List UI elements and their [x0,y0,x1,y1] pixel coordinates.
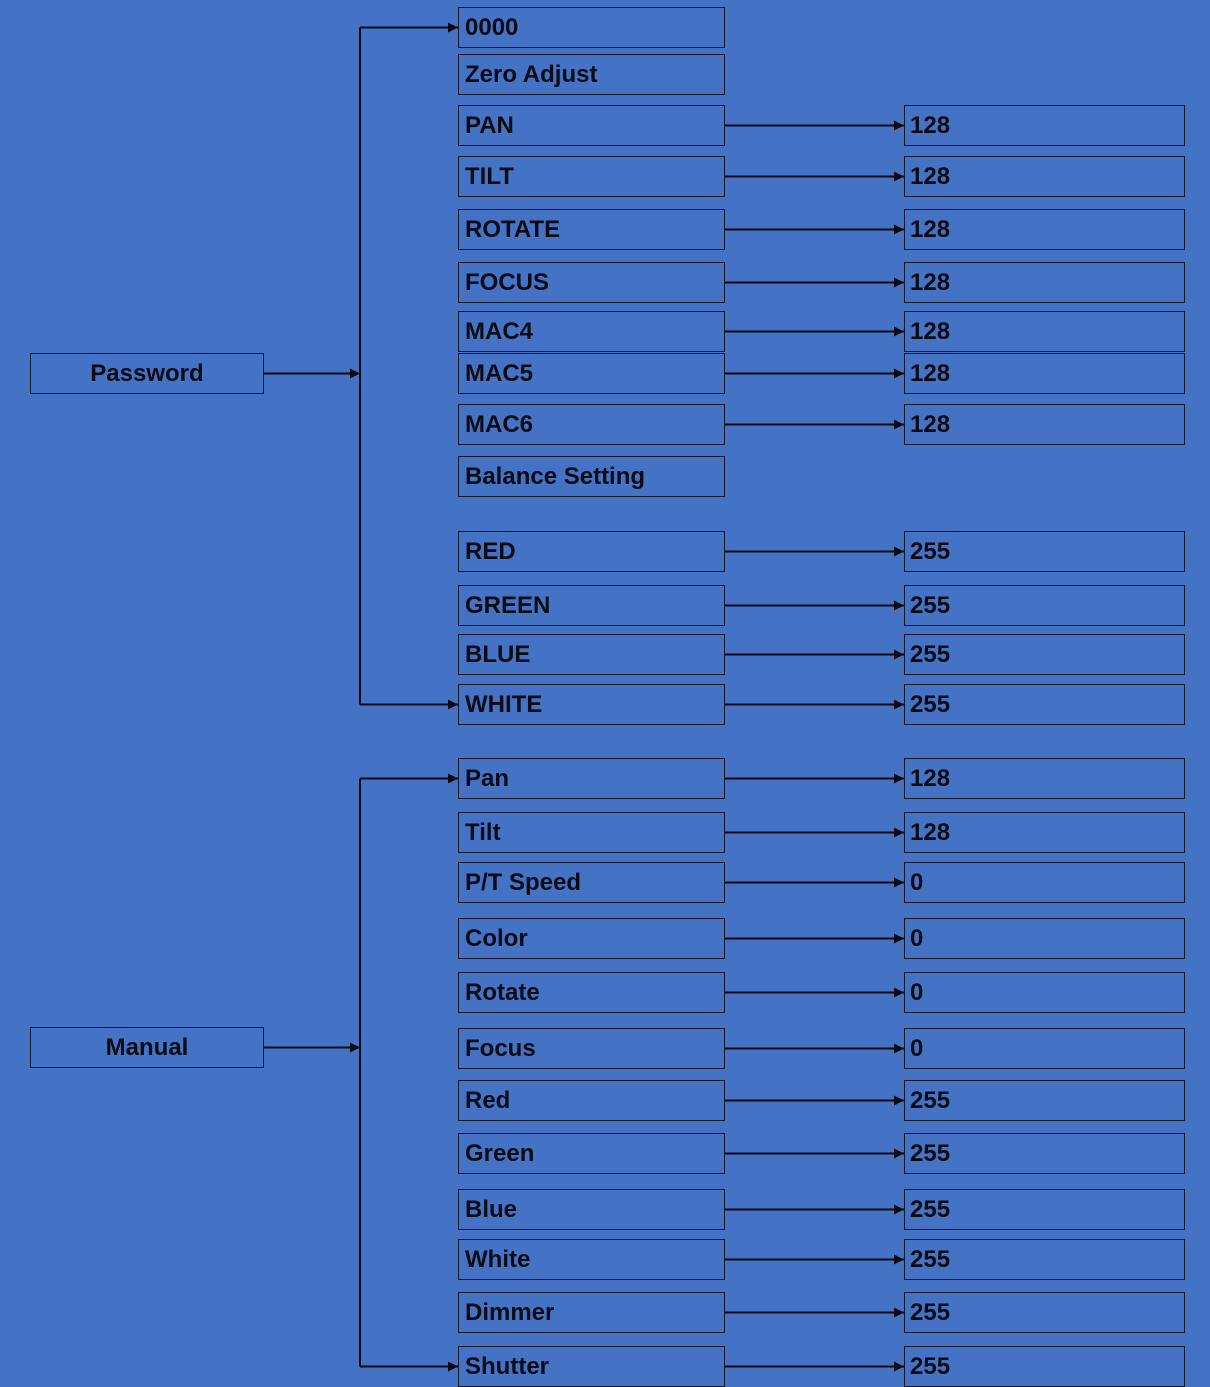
password-item-balance-setting [458,456,725,497]
password-item-red [458,531,725,572]
password-item-red-text: RED [465,537,516,565]
manual-item-focus-text: Focus [465,1034,536,1062]
password-value-tilt-text: 128 [910,162,951,190]
manual-item-p-t-speed-text: P/T Speed [465,868,582,896]
password-item-zero-adjust [458,54,725,95]
manual-value-green-text: 255 [910,1139,951,1167]
manual-value-pan-text: 128 [910,764,951,792]
manual-value-p-t-speed-text: 0 [910,868,924,896]
manual-item-dimmer [458,1292,725,1333]
password-item-blue-text: BLUE [465,640,531,668]
password-value-mac5-text: 128 [910,359,951,387]
password-value-focus [904,262,1185,303]
manual-value-blue [904,1189,1185,1230]
manual-item-rotate-text: Rotate [465,978,540,1006]
password-value-tilt [904,156,1185,197]
password-item-green-text: GREEN [465,591,551,619]
manual-value-blue-text: 255 [910,1195,951,1223]
manual-item-shutter-text: Shutter [465,1352,549,1380]
manual-item-blue-text: Blue [465,1195,518,1223]
manual-value-shutter [904,1346,1185,1387]
password-value-pan-text: 128 [910,111,951,139]
password-item-focus [458,262,725,303]
password-value-mac6 [904,404,1185,445]
manual-item-pan-text: Pan [465,764,510,792]
manual-value-white-text: 255 [910,1245,951,1273]
password-value-mac4 [904,311,1185,352]
manual-value-color [904,918,1185,959]
password-value-focus-text: 128 [910,268,951,296]
password-item-mac5 [458,353,725,394]
manual-value-dimmer [904,1292,1185,1333]
password-item-pan-text: PAN [465,111,514,139]
manual-item-rotate [458,972,725,1013]
password-value-pan [904,105,1185,146]
manual-item-blue [458,1189,725,1230]
password-item-focus-text: FOCUS [465,268,549,296]
password-value-green-text: 255 [910,591,951,619]
manual-menu-label: Manual [105,1033,189,1061]
manual-item-green-text: Green [465,1139,535,1167]
password-item-tilt-text: TILT [465,162,514,190]
manual-value-tilt [904,812,1185,853]
password-value-white [904,684,1185,725]
manual-value-focus-text: 0 [910,1034,924,1062]
manual-value-pan [904,758,1185,799]
password-item-white [458,684,725,725]
password-value-red-text: 255 [910,537,951,565]
password-item-mac6-text: MAC6 [465,410,534,438]
password-item-0000-text: 0000 [465,13,519,41]
manual-value-rotate [904,972,1185,1013]
password-item-green [458,585,725,626]
manual-value-red-text: 255 [910,1086,951,1114]
password-item-mac4 [458,311,725,352]
password-item-pan [458,105,725,146]
manual-item-red [458,1080,725,1121]
manual-value-color-text: 0 [910,924,924,952]
manual-item-color [458,918,725,959]
password-item-rotate-text: ROTATE [465,215,561,243]
password-item-tilt [458,156,725,197]
manual-value-red [904,1080,1185,1121]
password-value-mac5 [904,353,1185,394]
manual-item-tilt-text: Tilt [465,818,501,846]
manual-value-p-t-speed [904,862,1185,903]
manual-item-white-text: White [465,1245,531,1273]
manual-item-color-text: Color [465,924,528,952]
password-value-rotate [904,209,1185,250]
manual-item-focus [458,1028,725,1069]
password-value-rotate-text: 128 [910,215,951,243]
manual-value-white [904,1239,1185,1280]
password-item-mac4-text: MAC4 [465,317,534,345]
password-value-mac4-text: 128 [910,317,951,345]
manual-value-green [904,1133,1185,1174]
manual-value-tilt-text: 128 [910,818,951,846]
password-menu-box [30,353,264,394]
password-item-0000 [458,7,725,48]
manual-item-white [458,1239,725,1280]
manual-item-p-t-speed [458,862,725,903]
password-item-white-text: WHITE [465,690,543,718]
password-value-blue [904,634,1185,675]
manual-item-tilt [458,812,725,853]
manual-menu-box [30,1027,264,1068]
password-value-green [904,585,1185,626]
password-value-red [904,531,1185,572]
password-value-white-text: 255 [910,690,951,718]
password-value-mac6-text: 128 [910,410,951,438]
password-menu-label: Password [90,359,204,387]
password-item-blue [458,634,725,675]
manual-value-rotate-text: 0 [910,978,924,1006]
manual-value-dimmer-text: 255 [910,1298,951,1326]
manual-item-red-text: Red [465,1086,511,1114]
manual-item-pan [458,758,725,799]
manual-item-green [458,1133,725,1174]
password-item-mac5-text: MAC5 [465,359,534,387]
password-value-blue-text: 255 [910,640,951,668]
password-item-balance-setting-text: Balance Setting [465,462,646,490]
password-item-rotate [458,209,725,250]
manual-value-shutter-text: 255 [910,1352,951,1380]
password-item-mac6 [458,404,725,445]
manual-item-dimmer-text: Dimmer [465,1298,555,1326]
manual-item-shutter [458,1346,725,1387]
manual-value-focus [904,1028,1185,1069]
password-item-zero-adjust-text: Zero Adjust [465,60,598,88]
